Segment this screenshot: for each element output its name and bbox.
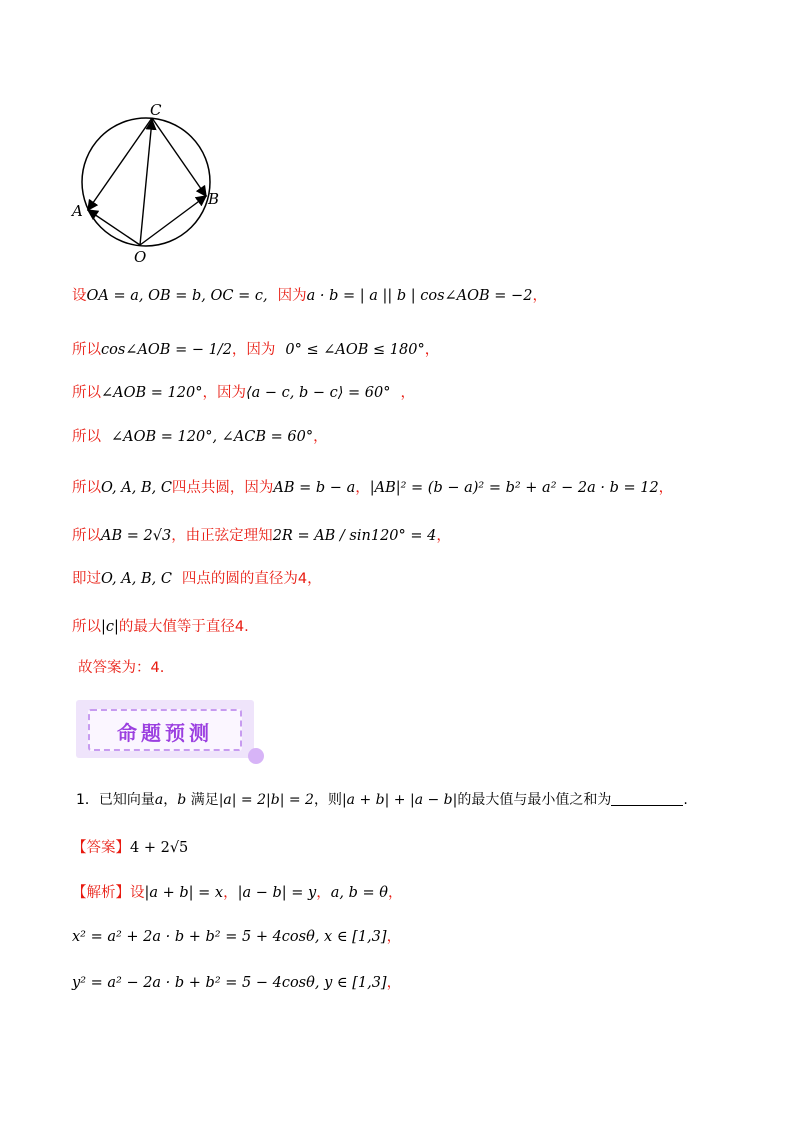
text-mid: ，由正弦定理知	[171, 528, 273, 544]
math-expr: |a + b| + |a − b|	[341, 792, 458, 808]
question-end: 的最大值与最小值之和为	[457, 792, 612, 808]
question-prefix: 1．已知向量	[76, 792, 155, 808]
text-end: ，	[532, 288, 547, 304]
text-prefix: 所以	[72, 429, 101, 445]
math-expr: |a − b| = y	[237, 885, 317, 901]
analysis-line	[72, 881, 403, 902]
math-expr: y² = a² − 2a · b + b² = 5 − 4cosθ, y ∈ [1,3]	[72, 975, 387, 991]
answer-line	[72, 836, 188, 857]
text-mid: ，则	[313, 792, 342, 808]
label-o: O	[134, 248, 147, 266]
vector-ob	[140, 196, 206, 245]
math-expr: a	[154, 792, 164, 808]
text-prefix: 所以	[72, 480, 101, 496]
text-end: ，	[386, 929, 402, 945]
text-prefix: 即过	[72, 571, 101, 587]
text-prefix: 所以	[72, 619, 101, 635]
math-expr: x² = a² + 2a · b + b² = 5 + 4cosθ, x ∈ [1,3]	[72, 929, 387, 945]
solution-line-7	[72, 567, 322, 588]
question-period: .	[683, 792, 688, 808]
math-expr: ∠AOB = 120°	[101, 385, 203, 401]
text-end: ，	[436, 528, 451, 544]
answer-value: 4 + 2√5	[130, 840, 189, 856]
solution-line-8	[72, 615, 249, 636]
math-expr: a, b = θ	[330, 885, 388, 901]
text-mid: 四点共圆，因为	[171, 480, 274, 496]
section-badge-title: 命题预测	[117, 721, 213, 745]
final-answer-text: 故答案为：4.	[78, 660, 165, 676]
math-expr: AB = 2√3	[101, 528, 172, 544]
label-c: C	[150, 101, 162, 119]
text-mid: ，	[355, 480, 370, 496]
text-end: 四点的圆的直径为4，	[181, 571, 322, 587]
answer-tag: 【答案】	[72, 840, 130, 856]
math-expr: ∠AOB = 120°, ∠ACB = 60°	[111, 429, 314, 445]
math-expr: O, A, B, C	[101, 571, 172, 587]
label-b: B	[208, 190, 220, 208]
text-mid: 满足	[186, 792, 219, 808]
text-mid: ，因为	[231, 342, 276, 358]
math-expr: |a| = 2|b| = 2	[218, 792, 314, 808]
text-prefix: 设	[72, 288, 87, 304]
text-sep: ，	[316, 885, 331, 901]
solution-line-9	[78, 656, 164, 677]
math-expr: |c|	[101, 619, 119, 635]
question-line	[76, 789, 688, 809]
vector-ca	[88, 118, 152, 210]
math-expr: OA = a, OB = b, OC = c,	[86, 288, 268, 304]
text-end: ，	[424, 342, 440, 358]
math-expr: |a + b| = x	[144, 885, 224, 901]
math-expr: |AB|² = (b − a)² = b² + a² − 2a · b = 12	[369, 480, 659, 496]
answer-blank	[611, 791, 683, 806]
text-prefix: 所以	[72, 528, 101, 544]
text-mid: ，	[163, 792, 178, 808]
analysis-eq-1	[72, 925, 401, 946]
vector-oc	[140, 120, 152, 245]
solution-line-4	[72, 425, 328, 446]
text-end: ，	[658, 480, 674, 496]
analysis-eq-2	[72, 971, 401, 992]
text-prefix: 所以	[72, 342, 101, 358]
math-expr: a · b = | a || b | cos∠AOB = −2	[306, 288, 533, 304]
badge-dot-decoration	[248, 748, 264, 764]
text-end: ，	[386, 975, 402, 991]
solution-line-1	[72, 284, 547, 305]
analysis-tag: 【解析】	[72, 885, 130, 901]
solution-line-5	[72, 476, 673, 497]
text-prefix: 所以	[72, 385, 101, 401]
math-expr: AB = b − a	[273, 480, 356, 496]
solution-line-2	[72, 338, 439, 359]
text-end: ，	[388, 885, 403, 901]
math-expr: b	[177, 792, 187, 808]
text-prefix: 设	[130, 885, 145, 901]
section-badge	[76, 700, 256, 762]
vector-oa	[88, 210, 140, 245]
solution-line-3	[72, 381, 415, 402]
vector-cb	[152, 118, 206, 196]
math-expr: 2R = AB / sin120° = 4	[272, 528, 437, 544]
text-sep: ，	[223, 885, 238, 901]
math-expr: ⟨a − c, b − c⟩ = 60°	[245, 385, 391, 401]
text-mid: 因为	[277, 288, 307, 304]
math-expr: O, A, B, C	[101, 480, 172, 496]
text-end: 的最大值等于直径4.	[118, 619, 249, 635]
text-mid: ，因为	[202, 385, 246, 401]
math-expr: 0° ≤ ∠AOB ≤ 180°	[285, 342, 425, 358]
text-end: ，	[313, 429, 328, 445]
label-a: A	[72, 202, 83, 220]
math-expr: cos∠AOB = − 1/2	[101, 342, 232, 358]
solution-line-6	[72, 524, 451, 545]
circle-diagram	[68, 100, 228, 270]
text-end: ，	[400, 385, 415, 401]
